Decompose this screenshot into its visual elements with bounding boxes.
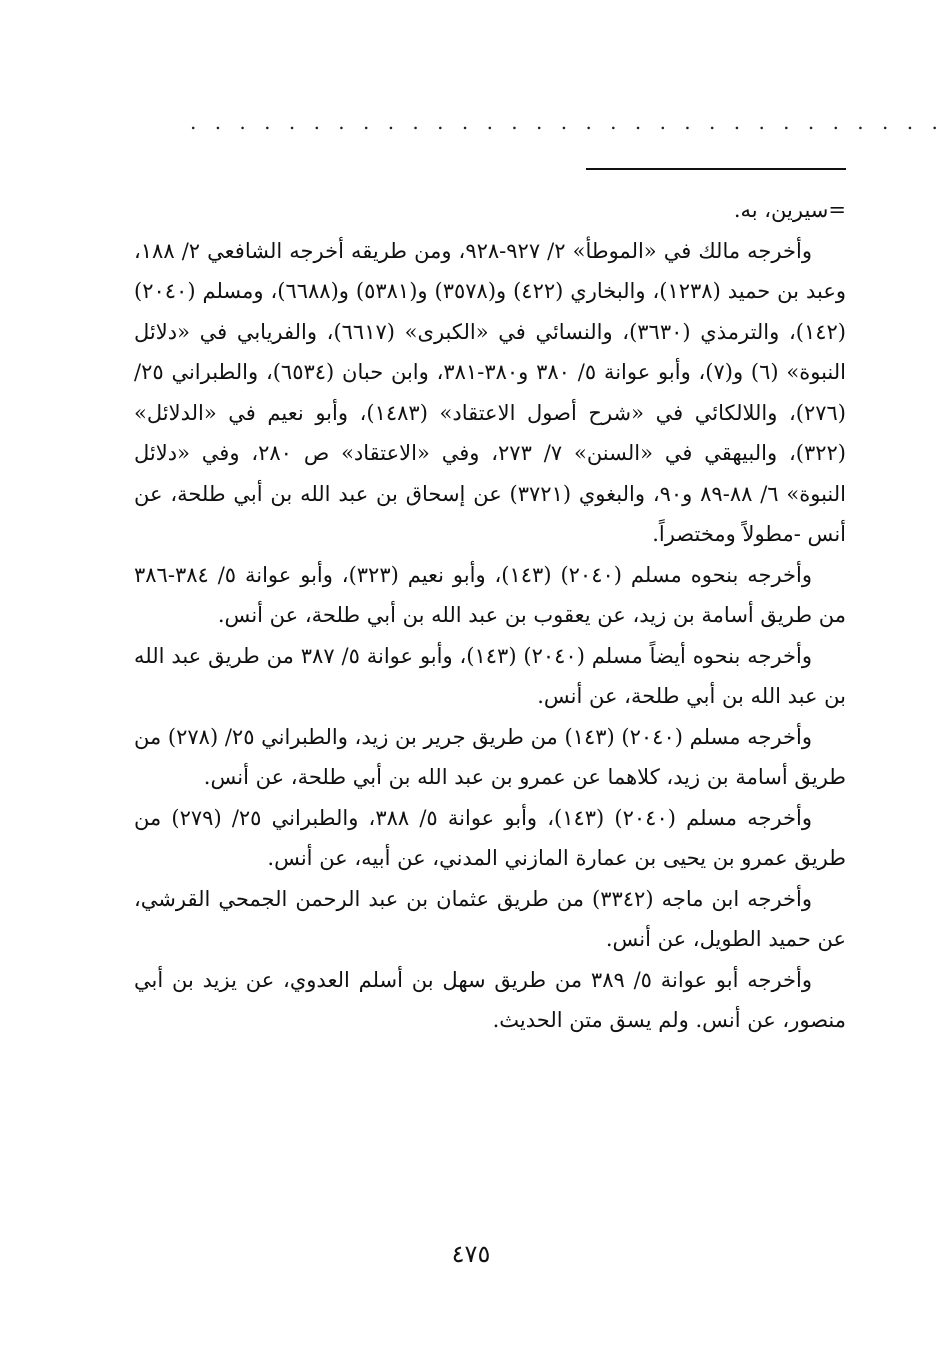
separator-dots: . . . . . . . . . . . . . . . . . . . . . . . . . . . . . . . — [190, 110, 944, 134]
footnotes-section — [134, 190, 846, 1041]
footnote-paragraph: وأخرجه مالك في «الموطأ» ٢/ ٩٢٧-٩٢٨، ومن طريقه أخرجه الشافعي ٢/ ١٨٨، وعبد بن حميد (١٢٣٨)، والبخاري (٤٢٢) و(٣٥٧٨) و(٥٣٨١) و(٦٦٨٨)، ومسلم (٢٠٤٠) (١٤٢)، والترمذي (٣٦٣٠)، والنسائي في «الكبرى» (٦٦١٧)، والفريابي في «دلائل النبوة» (٦) و(٧)، وأبو عوانة ٥/ ٣٨٠ و٣٨٠-٣٨١، وابن حبان (٦٥٣٤)، والطبراني ٢٥/ (٢٧٦)، واللالكائي في «شرح أصول الاعتقاد» (١٤٨٣)، وأبو نعيم في «الدلائل» (٣٢٢)، والبيهقي في «السنن» ٧/ ٢٧٣، وفي «الاعتقاد» ص ٢٨٠، وفي «دلائل النبوة» ٦/ ٨٨-٨٩ و٩٠، والبغوي (٣٧٢١) عن إسحاق بن عبد الله بن أبي طلحة، عن أنس -مطولاً ومختصراً. — [134, 238, 846, 546]
footnote-paragraph: وأخرجه مسلم (٢٠٤٠) (١٤٣)، وأبو عوانة ٥/ ٣٨٨، والطبراني ٢٥/ (٢٧٩) من طريق عمرو بن يحيى بن عمارة المازني المدني، عن أبيه، عن أنس. — [134, 805, 846, 870]
footnote-paragraph: وأخرجه بنحوه أيضاً مسلم (٢٠٤٠) (١٤٣)، وأبو عوانة ٥/ ٣٨٧ من طريق عبد الله بن عبد الله بن أبي طلحة، عن أنس. — [134, 643, 846, 708]
footnote-paragraph: وأخرجه ابن ماجه (٣٣٤٢) من طريق عثمان بن عبد الرحمن الجمحي القرشي، عن حميد الطويل، عن أنس. — [134, 886, 846, 951]
footnote-rule — [586, 168, 846, 170]
footnote-paragraph: وأخرجه أبو عوانة ٥/ ٣٨٩ من طريق سهل بن أسلم العدوي، عن يزيد بن أبي منصور، عن أنس. ولم يسق متن الحديث. — [134, 967, 846, 1032]
footnote-continuation: =سيرين، به. — [733, 198, 846, 222]
page-number: ٤٧٥ — [451, 1240, 491, 1268]
footnote-paragraph: وأخرجه بنحوه مسلم (٢٠٤٠) (١٤٣)، وأبو نعيم (٣٢٣)، وأبو عوانة ٥/ ٣٨٤-٣٨٦ من طريق أسامة بن زيد، عن يعقوب بن عبد الله بن أبي طلحة، عن أنس. — [134, 562, 846, 627]
footnote-paragraph: وأخرجه مسلم (٢٠٤٠) (١٤٣) من طريق جرير بن زيد، والطبراني ٢٥/ (٢٧٨) من طريق أسامة بن زيد، كلاهما عن عمرو بن عبد الله بن أبي طلحة، عن أنس. — [134, 724, 846, 789]
